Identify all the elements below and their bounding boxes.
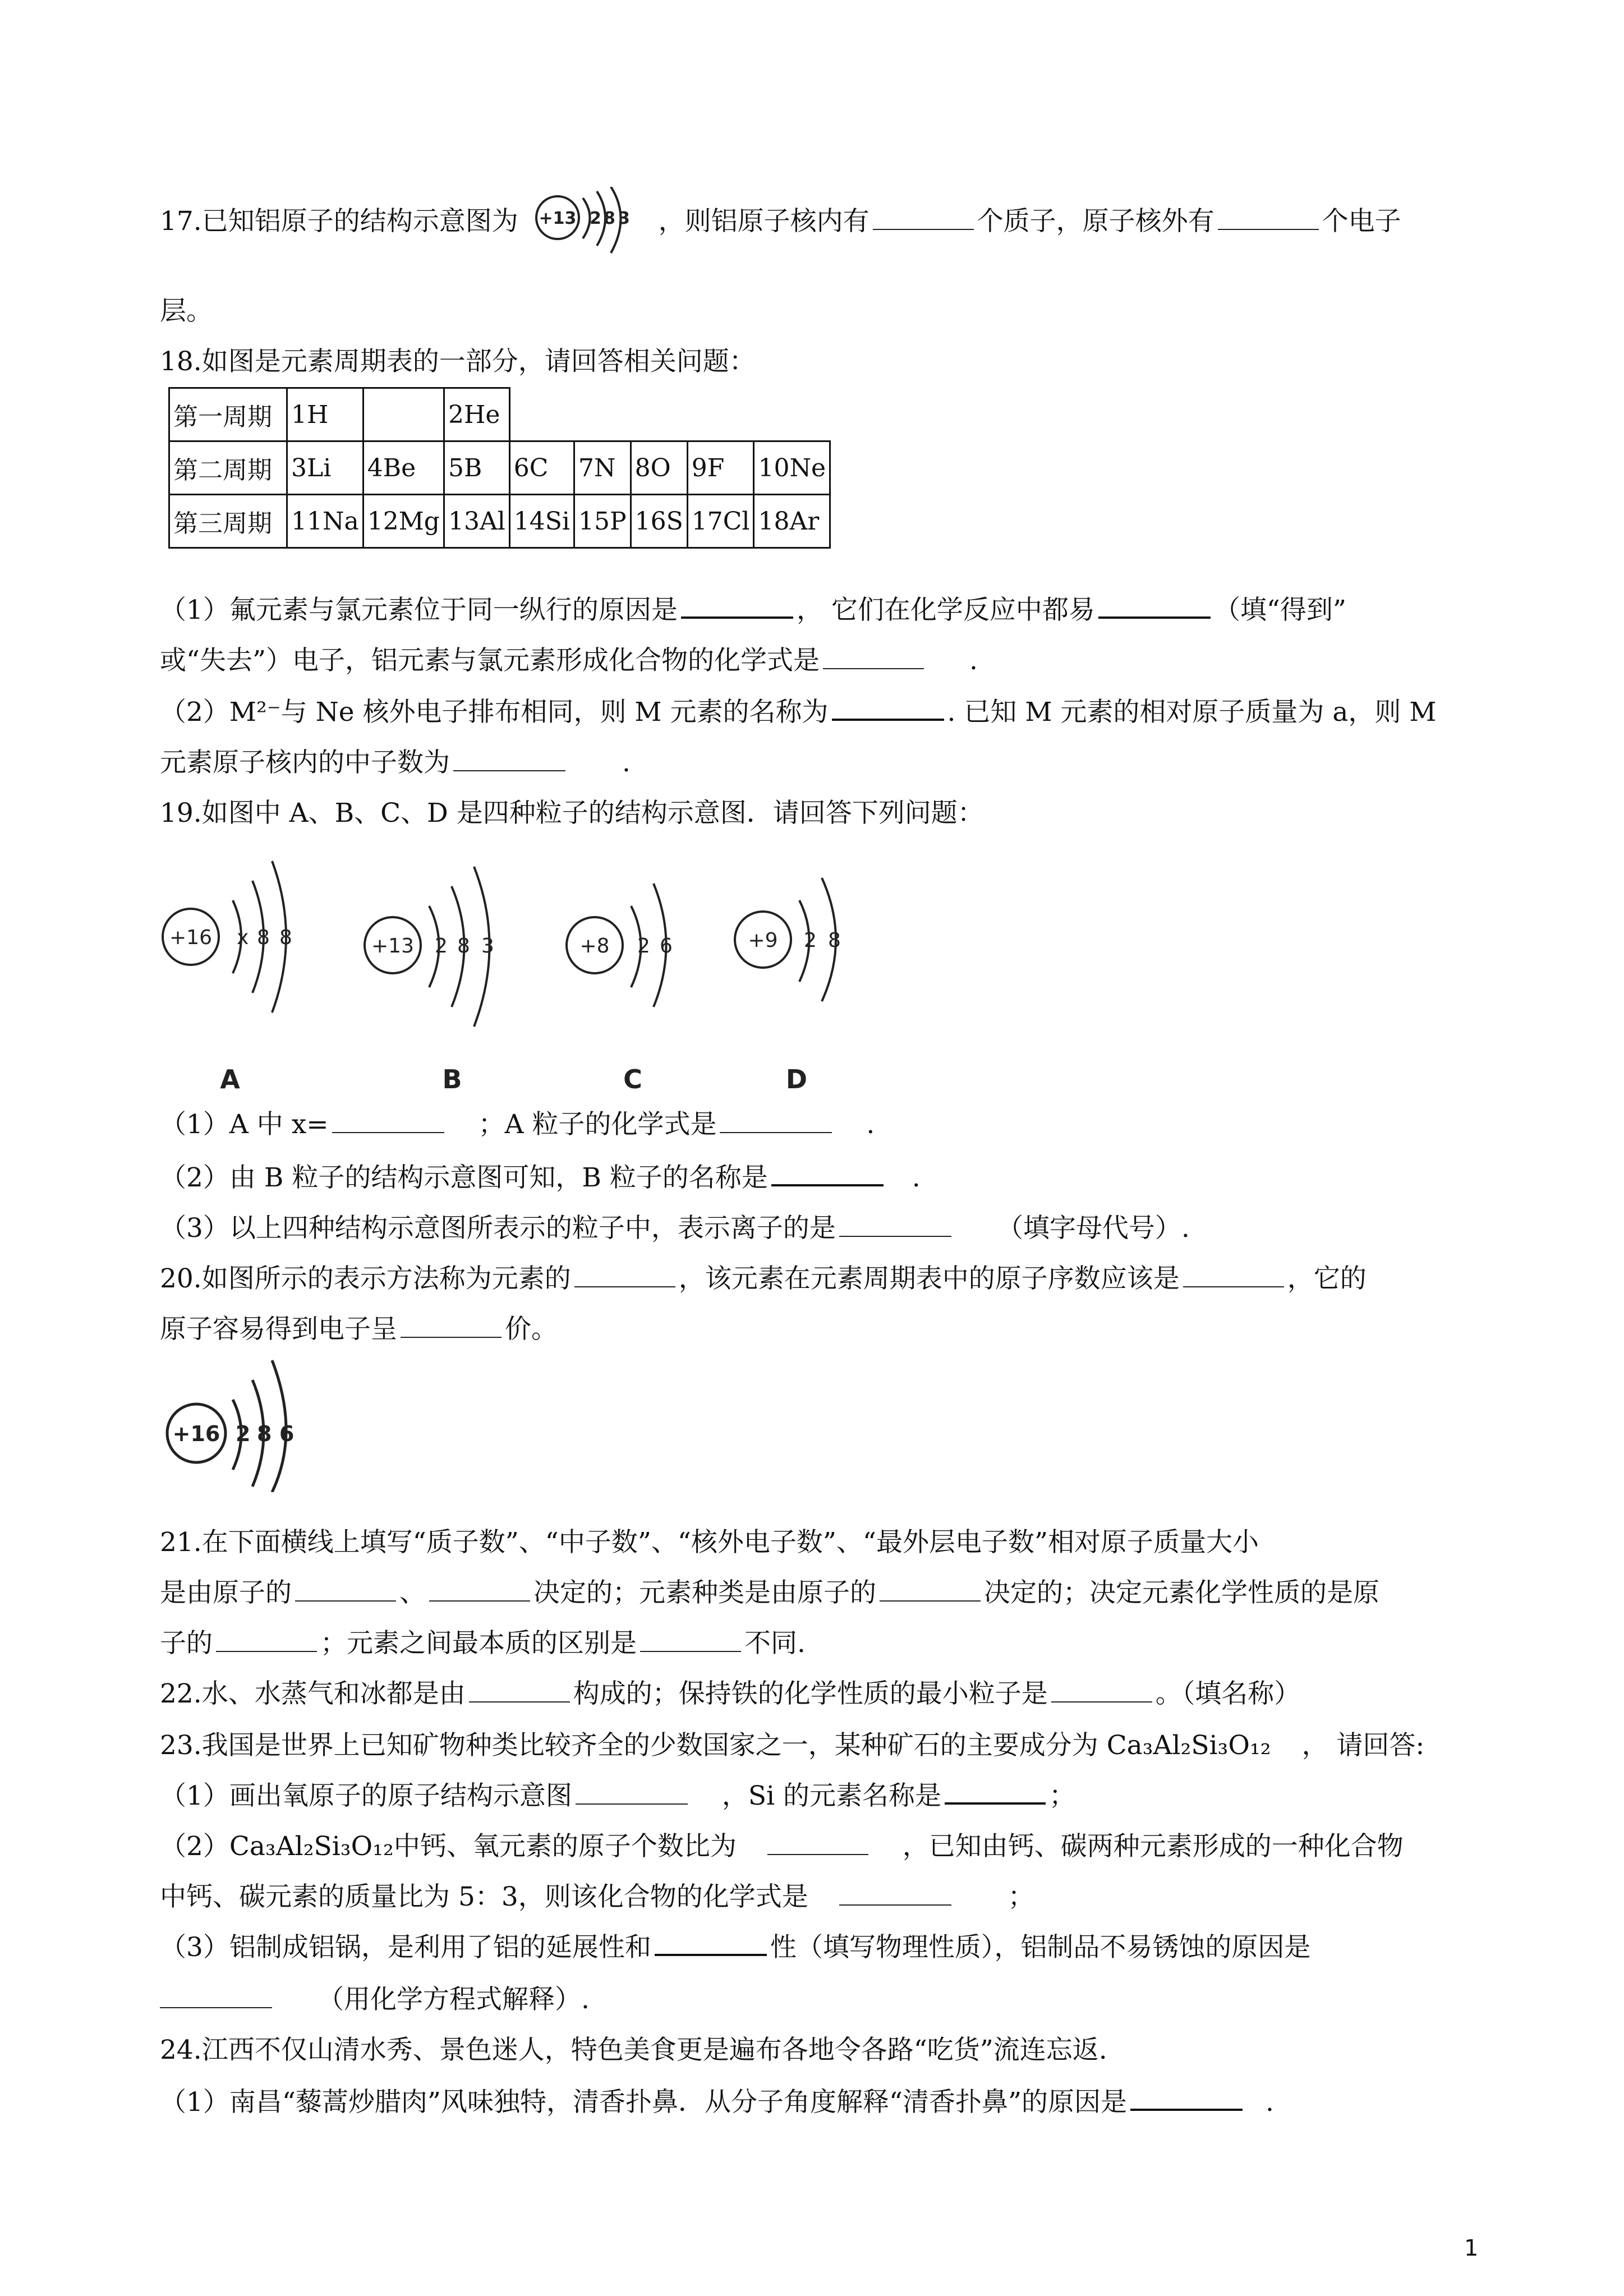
q20-electron-3: 6 — [279, 1421, 295, 1446]
q19-p1-text-c: . — [866, 1109, 875, 1140]
q23-blank-equation[interactable] — [160, 1986, 272, 2008]
q22-line — [160, 1677, 1300, 1711]
q23-text-a: 23.我国是世界上已知矿物种类比较齐全的少数国家之一，某种矿石的主要成分为 — [160, 1730, 1107, 1761]
q21-text-b: 、 — [399, 1577, 426, 1608]
q23-part2-line1 — [160, 1830, 1404, 1864]
q23-p3-text-a: （3）铝制成铝锅，是利用了铝的延展性和 — [160, 1932, 651, 1963]
q17-electron-3: 3 — [618, 209, 630, 228]
q19-blank-x[interactable] — [332, 1111, 444, 1133]
q18-p1-text-a: （1）氟元素与氯元素位于同一纵行的原因是 — [160, 595, 678, 625]
q21-blank-2[interactable] — [429, 1579, 530, 1602]
table-cell: 18Ar — [754, 495, 830, 548]
q19-p2-text-b: . — [912, 1162, 921, 1193]
q17-text-end: 个电子 — [1322, 206, 1401, 237]
q21-blank-4[interactable] — [216, 1630, 317, 1652]
q19-p2-text-a: （2）由 B 粒子的结构示意图可知，B 粒子的名称是 — [160, 1162, 768, 1193]
atom-b-electron-1: 2 — [435, 935, 448, 958]
q21-blank-1[interactable] — [295, 1579, 396, 1602]
q18-part2-line2 — [160, 746, 631, 780]
table-cell: 2He — [444, 388, 509, 441]
q23-p2-text-a: （2） — [160, 1831, 229, 1862]
q22-blank-1[interactable] — [469, 1680, 570, 1703]
q17-line1 — [160, 205, 1401, 238]
q19-blank-a-formula[interactable] — [720, 1111, 832, 1133]
q23-blank-compound[interactable] — [839, 1883, 951, 1906]
q20-text-c: ，它的 — [1287, 1263, 1367, 1294]
q18-blank-neutrons[interactable] — [453, 749, 565, 771]
q20-text-e: 价。 — [505, 1314, 558, 1345]
atom-a-label: A — [220, 1064, 240, 1094]
periodic-table-excerpt — [168, 387, 831, 549]
table-cell: 12Mg — [363, 495, 444, 548]
q19-blank-b-name[interactable] — [771, 1163, 884, 1186]
q18-p1-text-b: ， 它们在化学反应中都易 — [796, 595, 1095, 625]
q21-line1: 21.在下面横线上填写“质子数”、“中子数”、“核外电子数”、“最外层电子数”相对原子质量大小 — [160, 1527, 1259, 1558]
table-cell: 1H — [287, 388, 364, 441]
q22-text-a: 22.水、水蒸气和冰都是由 — [160, 1678, 466, 1709]
q18-blank-formula[interactable] — [823, 647, 924, 669]
q23-p1-text-a: （1）画出氧原子的原子结构示意图 — [160, 1780, 572, 1811]
q23-part2-line2 — [160, 1880, 1034, 1914]
q19-atom-diagrams — [151, 839, 881, 1102]
q22-text-b: 构成的；保持铁的化学性质的最小粒子是 — [573, 1678, 1048, 1709]
atom-d-nucleus: +9 — [748, 929, 778, 952]
q19-part1 — [160, 1108, 875, 1142]
q20-text-a: 20.如图所示的表示方法称为元素的 — [160, 1263, 571, 1294]
q18-part1-line2 — [160, 644, 978, 678]
q23-p2-text-b: 中钙、氧元素的原子个数比为 — [393, 1831, 737, 1862]
atom-c-label: C — [623, 1064, 642, 1094]
q21-text-e: 子的 — [160, 1628, 213, 1659]
q21-blank-3[interactable] — [880, 1579, 981, 1602]
atom-c — [567, 884, 673, 1094]
q19-p3-text-b: （填字母代号）. — [996, 1213, 1190, 1244]
q17-text-prefix: 17.已知铝原子的结构示意图为 — [160, 206, 518, 237]
q20-electron-1: 2 — [236, 1421, 251, 1446]
table-cell: 5B — [444, 441, 509, 495]
q20-electron-2: 8 — [257, 1421, 272, 1446]
q18-p2-text-d: . — [622, 747, 631, 778]
q23-p1-text-c: ； — [1049, 1780, 1076, 1811]
q17-blank-protons[interactable] — [873, 208, 974, 230]
table-cell: 9F — [687, 441, 754, 495]
q24-stem: 24.江西不仅山清水秀、景色迷人，特色美食更是遍布各地令各路“吃货”流连忘返. — [160, 2035, 1107, 2065]
q23-part1 — [160, 1779, 1075, 1813]
table-cell: 第一周期 — [169, 388, 287, 441]
q23-formula: Ca₃Al₂Si₃O₁₂ — [1106, 1730, 1271, 1761]
q24-p1-text-b: . — [1265, 2087, 1274, 2118]
q19-p1-text-b: ；A 粒子的化学式是 — [478, 1109, 717, 1140]
q20-atom-diagram — [157, 1358, 337, 1492]
table-cell: 14Si — [509, 495, 574, 548]
q18-part1-line1 — [160, 593, 1346, 627]
q19-p1-text-a: （1）A 中 x= — [160, 1109, 329, 1140]
table-row — [169, 441, 830, 495]
q20-blank-diagram-name[interactable] — [574, 1265, 675, 1287]
q21-line3 — [160, 1627, 806, 1660]
q18-stem: 18.如图是元素周期表的一部分，请回答相关问题： — [160, 346, 756, 377]
q21-line2 — [160, 1576, 1379, 1610]
atom-b-electron-3: 3 — [481, 935, 494, 958]
q19-blank-ions[interactable] — [839, 1214, 951, 1237]
table-cell: 15P — [574, 495, 631, 548]
q18-blank-reason[interactable] — [681, 595, 793, 619]
q20-text-b: ，该元素在元素周期表中的原子序数应该是 — [678, 1263, 1180, 1294]
q19-part2 — [160, 1161, 921, 1195]
q21-text-c: 决定的；元素种类是由原子的 — [533, 1577, 876, 1608]
table-cell: 17Cl — [687, 495, 754, 548]
q23-p2-text-d: 中钙、碳元素的质量比为 5：3，则该化合物的化学式是 — [160, 1881, 808, 1912]
atom-d — [735, 878, 841, 1094]
q17-electron-2: 8 — [603, 209, 615, 228]
atom-c-electron-1: 2 — [637, 935, 650, 958]
q20-blank-valence[interactable] — [401, 1315, 502, 1338]
q21-text-g: 不同. — [744, 1628, 806, 1659]
q21-text-d: 决定的；决定元素化学性质的是原 — [984, 1577, 1379, 1608]
q23-p1-text-b: ，Si 的元素名称是 — [721, 1780, 942, 1811]
q23-blank-oxygen-diagram[interactable] — [576, 1782, 688, 1805]
q20-line2 — [160, 1313, 558, 1346]
atom-a-electron-3: 8 — [279, 926, 292, 949]
q18-blank-gain-lose[interactable] — [1098, 595, 1211, 619]
table-cell: 10Ne — [754, 441, 830, 495]
atom-a-electron-2: 8 — [257, 926, 270, 949]
q23-part3-line2 — [160, 1983, 590, 2017]
q18-p2-text-a: （2）M²⁻与 Ne 核外电子排布相同，则 M 元素的名称为 — [160, 697, 829, 728]
atom-d-label: D — [785, 1064, 808, 1094]
table-cell: 第二周期 — [169, 441, 287, 495]
q23-blank-property[interactable] — [655, 1932, 767, 1956]
atom-c-nucleus: +8 — [579, 935, 610, 958]
q23-blank-si-name[interactable] — [945, 1781, 1046, 1805]
q20-text-d: 原子容易得到电子呈 — [160, 1314, 397, 1345]
q18-p2-text-c: 元素原子核内的中子数为 — [160, 747, 450, 778]
q18-p1-text-c: （填“得到” — [1213, 595, 1346, 625]
atom-b-label: B — [442, 1064, 462, 1094]
table-cell: 13Al — [444, 495, 509, 548]
q18-p1-text-d: 或“失去”）电子，铝元素与氯元素形成化合物的化学式是 — [160, 645, 820, 676]
atom-c-electron-2: 6 — [660, 935, 673, 958]
q17-text-mid: ，则铝原子核内有 — [658, 206, 869, 237]
q18-part2-line1 — [160, 696, 1436, 729]
q17-electron-1: 2 — [589, 209, 601, 228]
atom-a-nucleus: +16 — [169, 926, 212, 949]
q23-p3-text-b: 性（填写物理性质），铝制品不易锈蚀的原因是 — [770, 1932, 1311, 1963]
table-cell: 8O — [631, 441, 687, 495]
q23-p2-text-c: ，已知由钙、碳两种元素形成的一种化合物 — [902, 1831, 1404, 1862]
atom-b-electron-2: 8 — [457, 935, 470, 958]
q21-blank-5[interactable] — [640, 1630, 741, 1652]
q23-part3-line1 — [160, 1931, 1310, 1964]
atom-a-electron-1: x — [237, 926, 249, 949]
q19-stem: 19.如图中 A、B、C、D 是四种粒子的结构示意图．请回答下列问题： — [160, 798, 984, 829]
q20-blank-atomic-number[interactable] — [1183, 1265, 1284, 1287]
q17-line2: 层。 — [160, 296, 213, 326]
page-number: 1 — [1464, 2235, 1479, 2261]
q21-text-a: 是由原子的 — [160, 1577, 292, 1608]
table-cell: 3Li — [287, 441, 364, 495]
q17-atom-diagram — [527, 187, 650, 260]
table-cell: 11Na — [287, 495, 364, 548]
table-cell: 第三周期 — [169, 495, 287, 548]
q22-blank-2[interactable] — [1051, 1680, 1152, 1703]
q20-nucleus-label: +16 — [172, 1421, 220, 1446]
q17-blank-shells[interactable] — [1218, 208, 1319, 230]
q17-text-mid2: 个质子，原子核外有 — [977, 206, 1214, 237]
q18-blank-element-name[interactable] — [832, 697, 944, 721]
table-cell — [363, 388, 444, 441]
table-cell: 4Be — [363, 441, 444, 495]
atom-b — [365, 867, 494, 1094]
q20-line1 — [160, 1262, 1367, 1296]
q23-text-b: ， 请回答: — [1301, 1730, 1425, 1761]
q23-formula-2: Ca₃Al₂Si₃O₁₂ — [229, 1831, 394, 1862]
q18-p2-text-b: . 已知 M 元素的相对原子质量为 a，则 M — [947, 697, 1437, 728]
atom-d-electron-2: 8 — [828, 929, 841, 952]
atom-d-electron-1: 2 — [804, 929, 817, 952]
table-cell: 6C — [509, 441, 574, 495]
q24-part1 — [160, 2086, 1274, 2119]
q19-p3-text-a: （3）以上四种结构示意图所表示的粒子中，表示离子的是 — [160, 1213, 836, 1244]
table-cell: 16S — [631, 495, 687, 548]
atom-a — [163, 861, 292, 1094]
q22-text-c: 。（填名称） — [1155, 1678, 1301, 1709]
q24-blank-reason[interactable] — [1130, 2087, 1243, 2111]
q23-stem — [160, 1729, 1424, 1763]
q23-blank-ratio[interactable] — [767, 1833, 868, 1855]
q23-p3-text-c: （用化学方程式解释）. — [317, 1984, 590, 2015]
atom-b-nucleus: +13 — [371, 935, 414, 958]
table-row — [169, 388, 830, 441]
q21-text-f: ；元素之间最本质的区别是 — [320, 1628, 637, 1659]
table-row — [169, 495, 830, 548]
q19-part3 — [160, 1212, 1190, 1245]
q24-p1-text-a: （1）南昌“藜蒿炒腊肉”风味独特，清香扑鼻．从分子角度解释“清香扑鼻”的原因是 — [160, 2087, 1128, 2118]
q17-nucleus-label: +13 — [539, 209, 577, 228]
q18-p1-text-e: . — [969, 645, 978, 676]
table-cell: 7N — [574, 441, 631, 495]
q23-p2-text-e: ； — [1007, 1881, 1034, 1912]
